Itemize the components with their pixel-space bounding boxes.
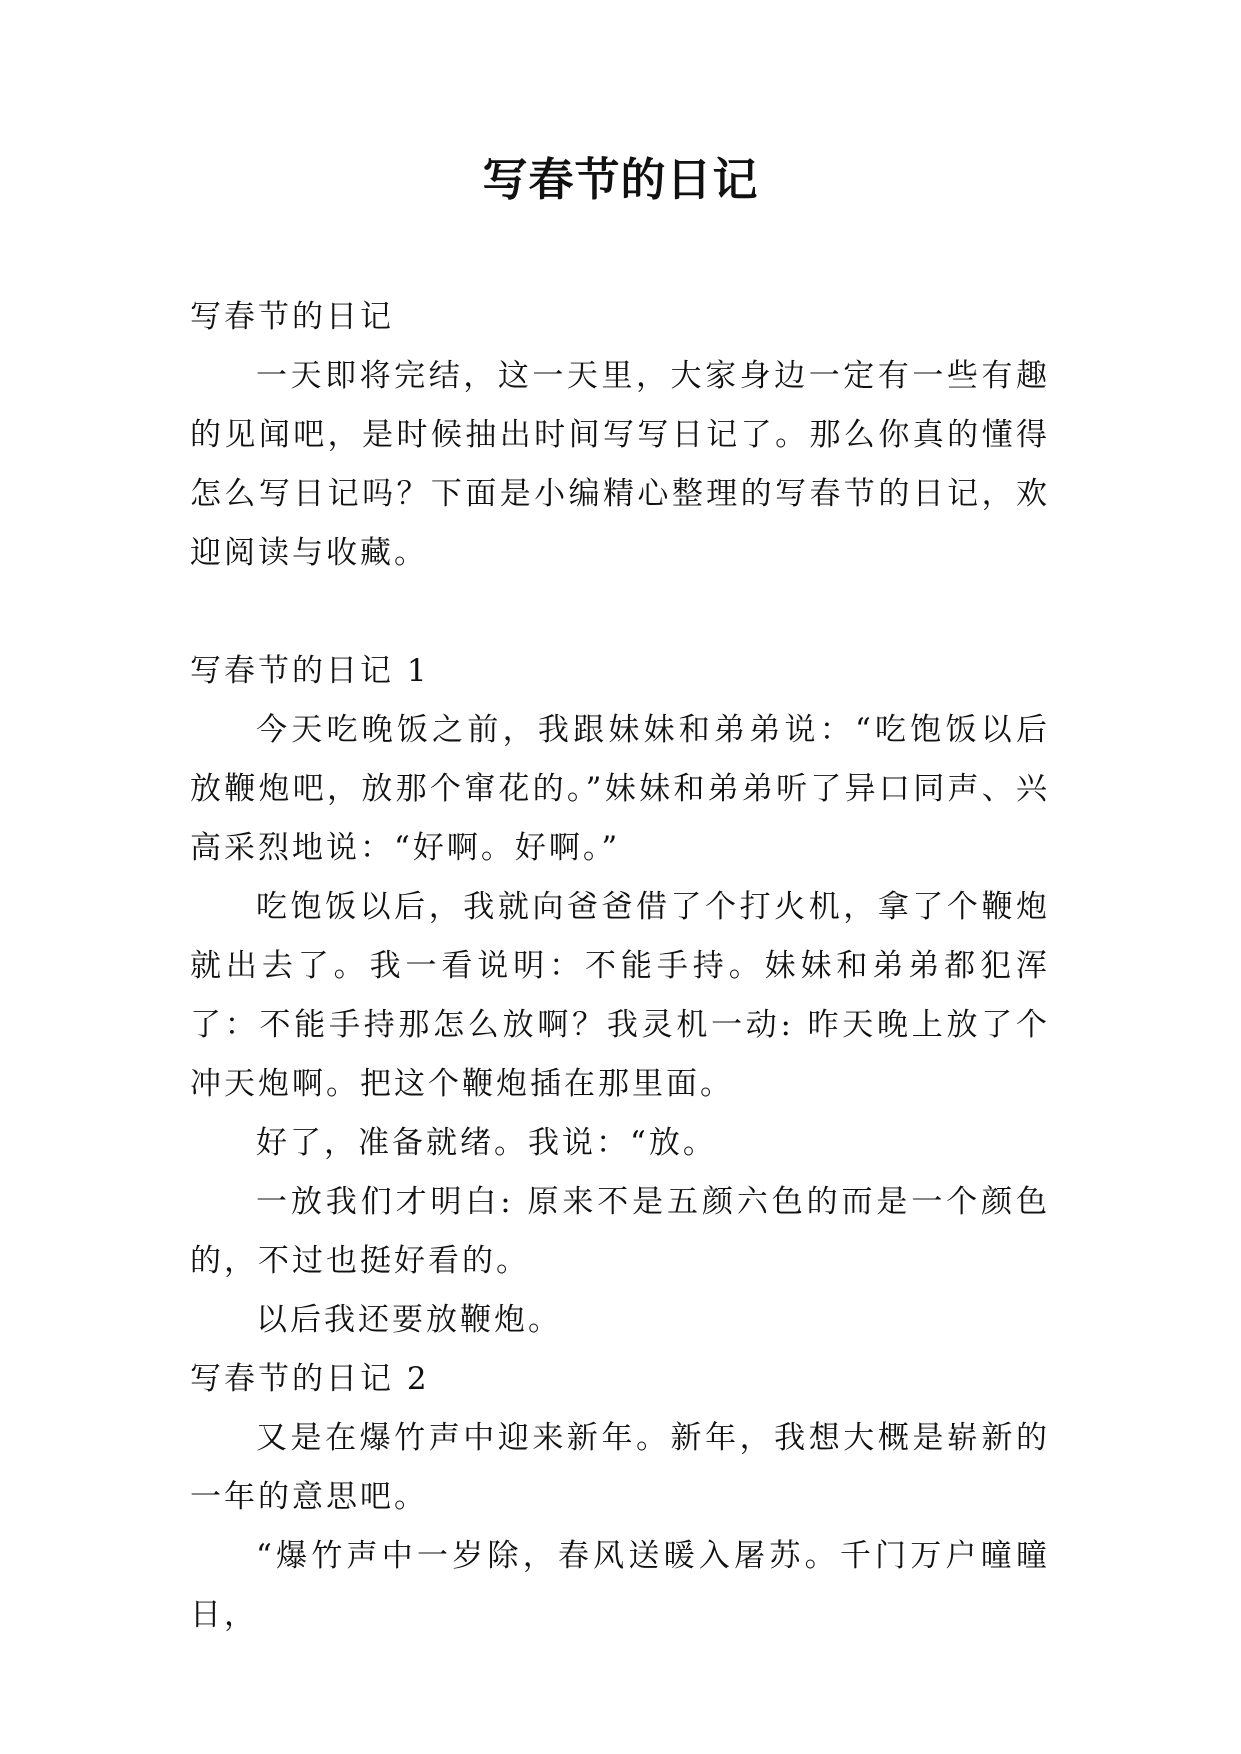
entry1-paragraph-5: 以后我还要放鞭炮。 — [256, 1302, 562, 1338]
entry2-paragraph-2: “爆竹声中一岁除，春风送暖入屠苏。千门万户曈曈日， — [190, 1538, 1050, 1633]
entry1-paragraph-3: 好了，准备就绪。我说：“放。 — [256, 1125, 717, 1161]
entry1-heading: 写春节的日记 1 — [190, 653, 430, 689]
section-gap — [190, 583, 1050, 642]
entry1-paragraph-2: 吃饱饭以后，我就向爸爸借了个打火机，拿了个鞭炮就出去了。我一看说明：不能手持。妹妹和弟弟都犯浑了：不能手持那怎么放啊？我灵机一动: 昨天晚上放了个冲天炮啊。把这个鞭炮插在那里面。 — [190, 889, 1050, 1102]
document-body — [190, 288, 1050, 1645]
entry2-paragraph-1: 又是在爆竹声中迎来新年。新年，我想大概是崭新的一年的意思吧。 — [190, 1420, 1050, 1515]
entry2-heading: 写春节的日记 2 — [190, 1361, 430, 1397]
entry1-paragraph-4: 一放我们才明白: 原来不是五颜六色的而是一个颜色的，不过也挺好看的。 — [190, 1184, 1050, 1279]
document-title: 写春节的日记 — [482, 153, 759, 206]
intro-paragraph: 一天即将完结，这一天里，大家身边一定有一些有趣的见闻吧，是时候抽出时间写写日记了。那么你真的懂得怎么写日记吗？下面是小编精心整理的写春节的日记，欢迎阅读与收藏。 — [190, 358, 1050, 571]
intro-heading: 写春节的日记 — [190, 299, 394, 335]
entry1-paragraph-1: 今天吃晚饭之前，我跟妹妹和弟弟说：“吃饱饭以后放鞭炮吧，放那个窜花的。”妹妹和弟弟听了异口同声、兴高采烈地说：“好啊。好啊。” — [190, 712, 1050, 866]
